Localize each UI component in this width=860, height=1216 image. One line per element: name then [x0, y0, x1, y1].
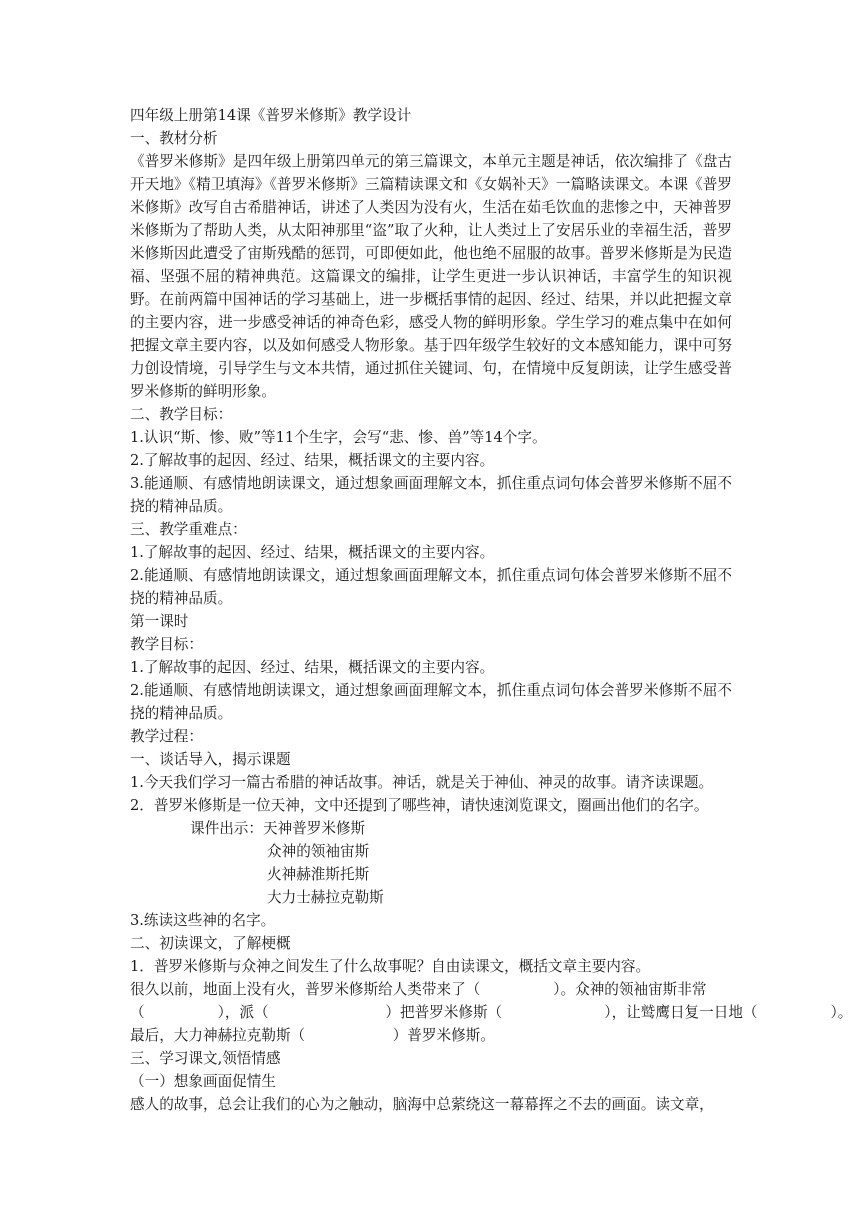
list-item: 1.了解故事的起因、经过、结果，概括课文的主要内容。 — [130, 659, 495, 676]
list-item: 2.了解故事的起因、经过、结果，概括课文的主要内容。 — [130, 452, 495, 469]
courseware-line: 火神赫淮斯托斯 — [267, 866, 370, 883]
body-paragraph: 感人的故事，总会让我们的心为之触动，脑海中总萦绕这一幕幕挥之不去的画面。读文章， — [130, 1096, 714, 1113]
section-heading: 二、初读课文，了解梗概 — [130, 935, 291, 952]
lesson-heading: 第一课时 — [130, 613, 189, 630]
courseware-line: 课件出示：天神普罗米修斯 — [190, 820, 366, 837]
list-item: 2．普罗米修斯是一位天神，文中还提到了哪些神，请快速浏览课文，圈画出他们的名字。 — [130, 797, 709, 814]
section-heading: 二、教学目标： — [130, 406, 233, 423]
courseware-line: 众神的领袖宙斯 — [267, 843, 370, 860]
body-paragraph: 《普罗米修斯》是四年级上册第四单元的第三篇课文，本单元主题是神话，依次编排了《盘古开天地》《精卫填海》《普罗米修斯》三篇精读课文和《女娲补天》一篇略读课文。本课《普罗米修斯》改写自古希腊神话，讲述了人类因为没有火，生活在茹毛饮血的悲惨之中，天神普罗米修斯为了帮助人类，从太阳神那里“盗”取了火种，让人类过上了安居乐业的幸福生活，普罗米修斯因此遭受了宙斯残酷的惩罚，可即便如此，他也绝不屈服的故事。普罗米修斯是为民造福、坚强不屈的精神典范。这篇课文的编排，让学生更进一步认识神话，丰富学生的知识视野。在前两篇中国神话的学习基础上，进一步概括事情的起因、经过、结果，并以此把握文章的主要内容，进一步感受神话的神奇色彩，感受人物的鲜明形象。学生学习的难点集中在如何把握文章主要内容，以及如何感受人物形象。基于四年级学生较好的文本感知能力，课中可努力创设情境，引导学生与文本共情，通过抓住关键词、句，在情境中反复朗读，让学生感受普罗米修斯的鲜明形象。 — [130, 153, 732, 400]
document-title: 四年级上册第14课《普罗米修斯》教学设计 — [130, 107, 412, 124]
list-item: 2.能通顺、有感情地朗读课文，通过想象画面理解文本，抓住重点词句体会普罗米修斯不屈不挠的精神品质。 — [130, 567, 732, 607]
subheading: （一）想象画面促情生 — [130, 1073, 276, 1090]
fill-blank-line: 最后，大力神赫拉克勒斯（ ）普罗米修斯。 — [130, 1027, 495, 1044]
list-item: 1．普罗米修斯与众神之间发生了什么故事呢？自由读课文，概括文章主要内容。 — [130, 958, 651, 975]
fill-blank-line: （ ），派（ ）把普罗米修斯（ ），让鹫鹰日复一日地（ ）。 — [130, 1004, 853, 1021]
list-item: 3.练读这些神的名字。 — [130, 912, 276, 929]
list-item: 3.能通顺、有感情地朗读课文，通过想象画面理解文本，抓住重点词句体会普罗米修斯不屈不挠的精神品质。 — [130, 475, 732, 515]
list-item: 1.了解故事的起因、经过、结果，概括课文的主要内容。 — [130, 544, 495, 561]
document-page — [130, 104, 853, 1116]
section-heading: 三、教学重难点： — [130, 521, 247, 538]
list-item: 1.认识“斯、惨、败”等11个生字，会写“悲、惨、兽”等14个字。 — [130, 429, 547, 446]
list-item: 1.今天我们学习一篇古希腊的神话故事。神话，就是关于神仙、神灵的故事。请齐读课题。 — [130, 774, 714, 791]
section-heading: 一、谈话导入，揭示课题 — [130, 751, 291, 768]
courseware-line: 大力士赫拉克勒斯 — [267, 889, 384, 906]
section-heading: 三、学习课文,领悟情感 — [130, 1050, 281, 1067]
subheading: 教学目标： — [130, 636, 203, 653]
section-heading: 一、教材分析 — [130, 130, 218, 147]
fill-blank-line: 很久以前，地面上没有火，普罗米修斯给人类带来了（ ）。众神的领袖宙斯非常 — [130, 981, 707, 998]
list-item: 2.能通顺、有感情地朗读课文，通过想象画面理解文本，抓住重点词句体会普罗米修斯不屈不挠的精神品质。 — [130, 682, 732, 722]
subheading: 教学过程： — [130, 728, 203, 745]
